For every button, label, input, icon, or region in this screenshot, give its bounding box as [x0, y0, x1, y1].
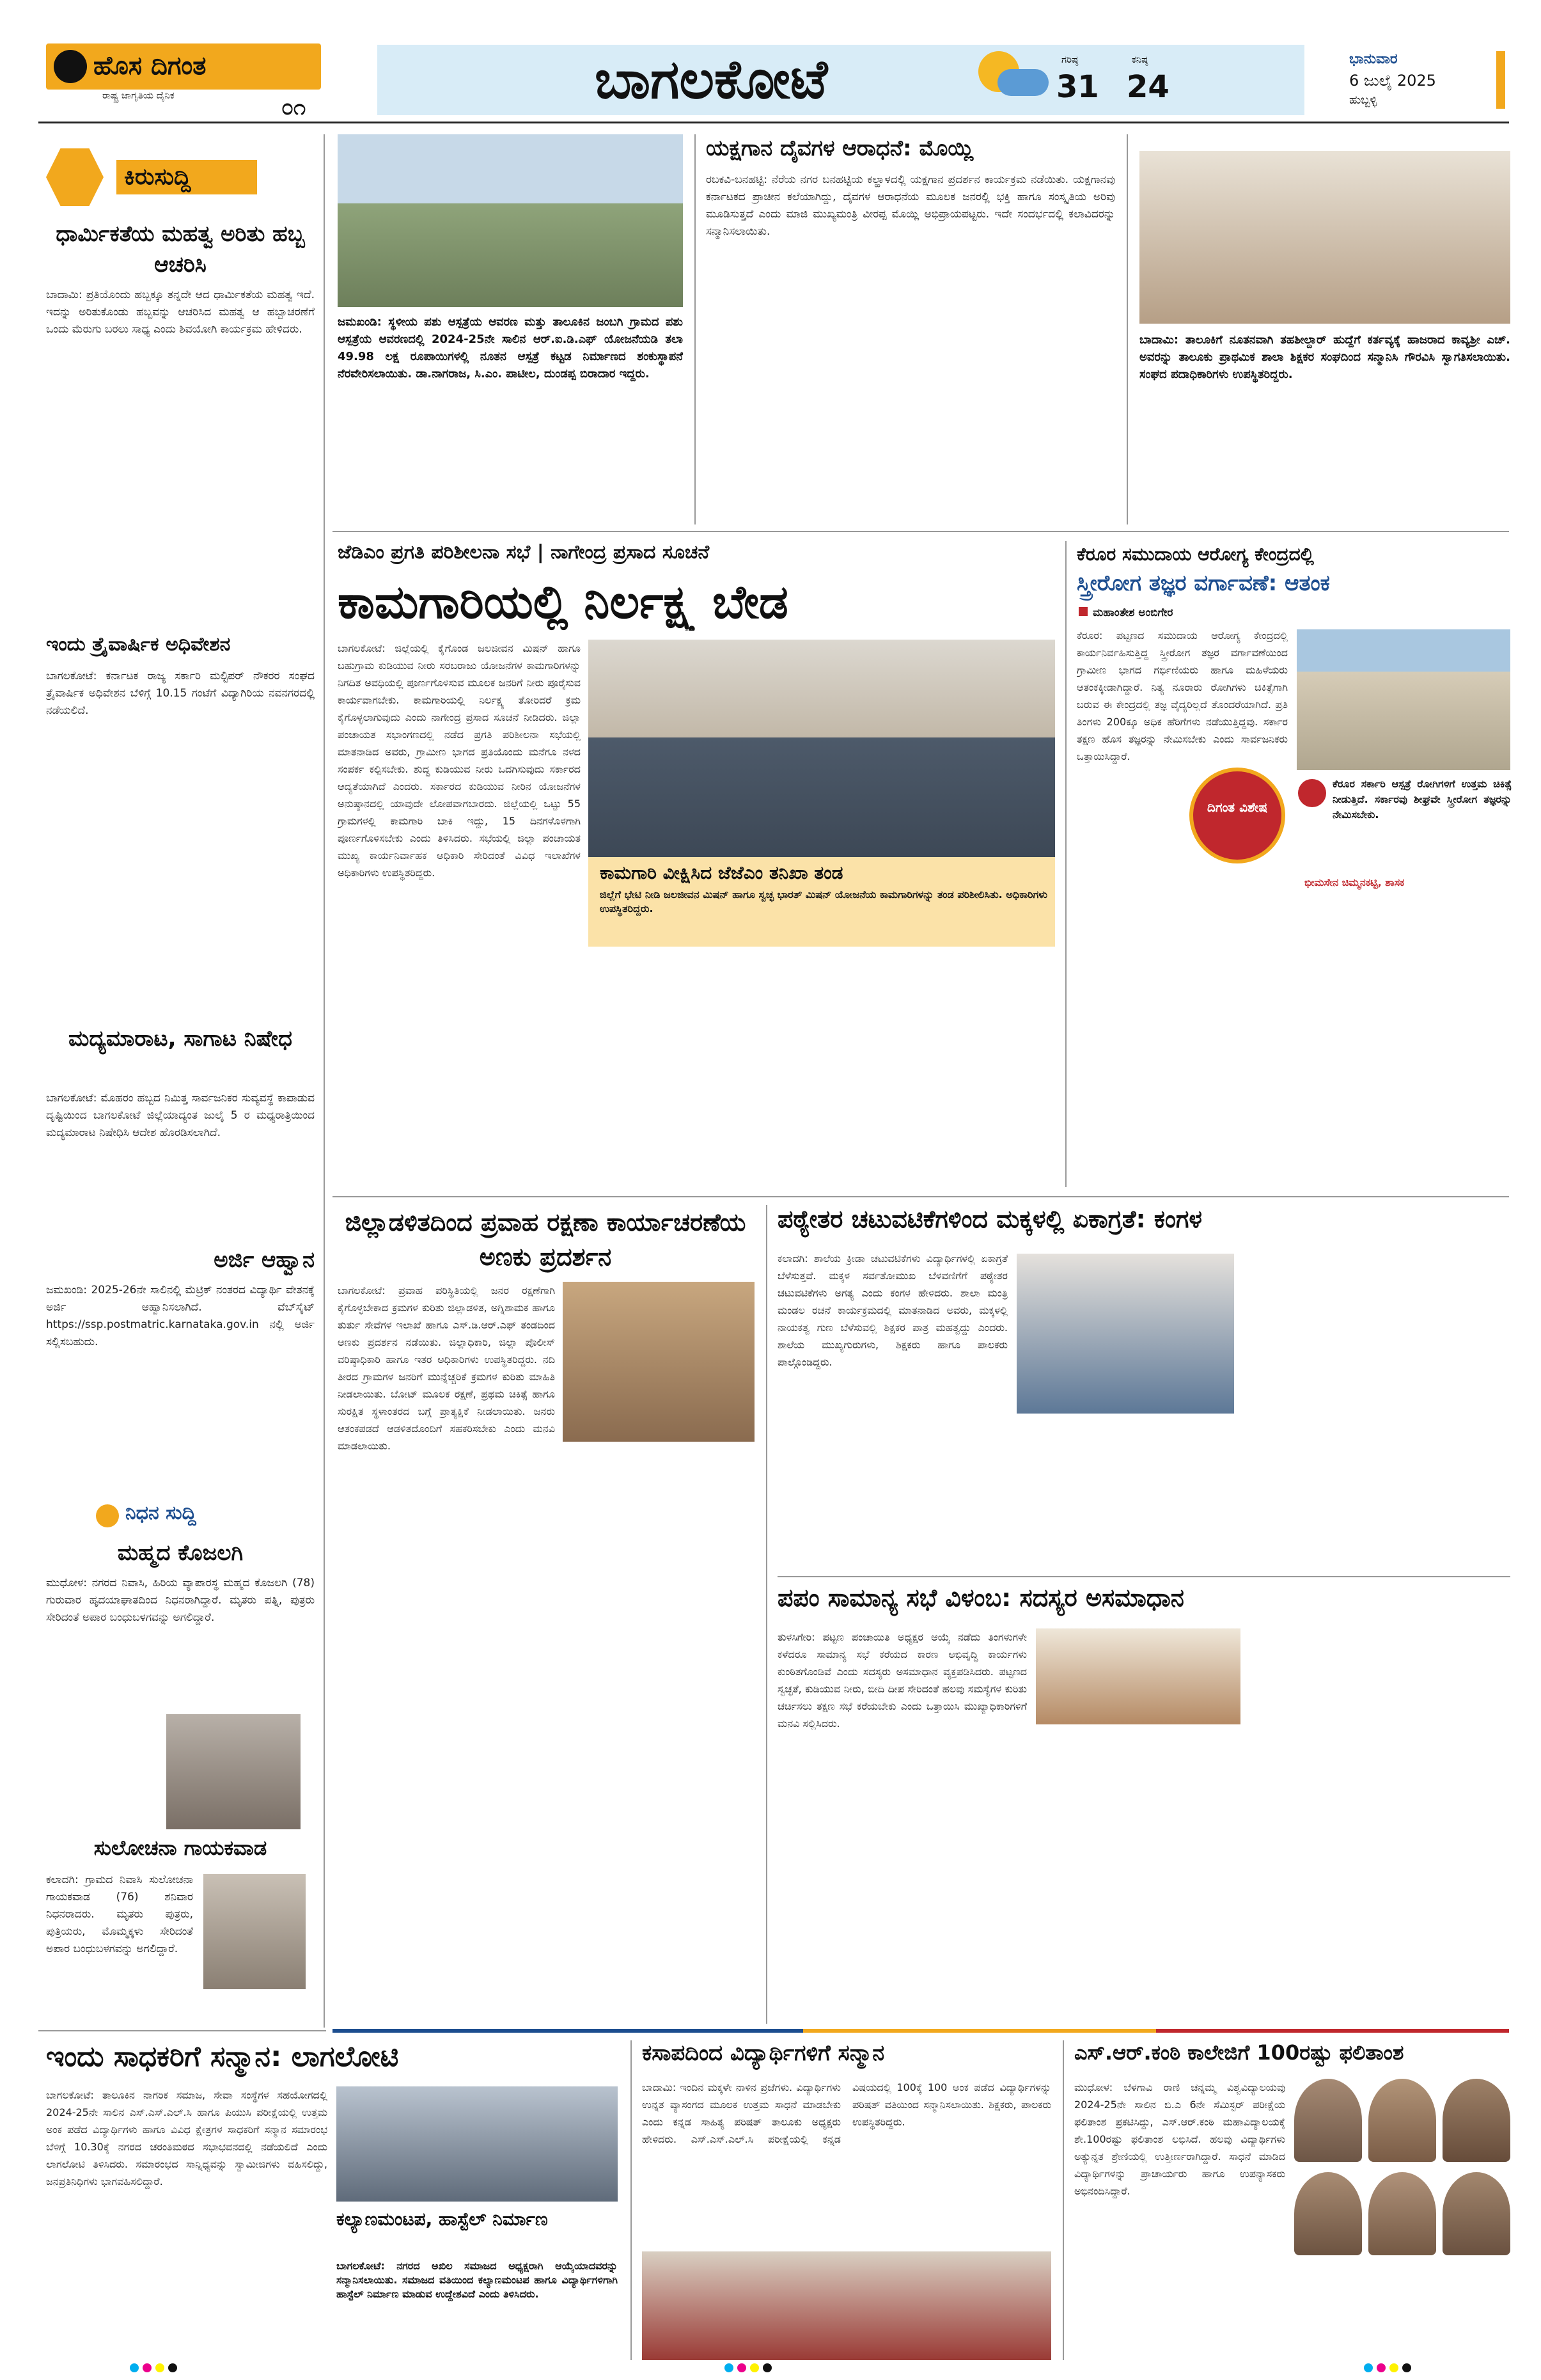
right1-kicker: ಕೆರೂರ ಸಮುದಾಯ ಆರೋಗ್ಯ ಕೇಂದ್ರದಲ್ಲಿ	[1077, 544, 1314, 565]
mid-row-rule	[332, 1196, 1509, 1197]
brief-1-title: ಧಾರ್ಮಿಕತೆಯ ಮಹತ್ವ ಅರಿತು ಹಬ್ಬ ಆಚರಿಸಿ	[56, 221, 305, 278]
bottom-rule-2	[1063, 2040, 1064, 2360]
mid-c-title: ಪಪಂ ಸಾಮಾನ್ಯ ಸಭೆ ವಿಳಂಬ: ಸದಸ್ಯರ ಅಸಮಾಧಾನ	[778, 1584, 1184, 1612]
yellow-dot-icon	[1389, 2363, 1398, 2372]
yellow-dot-icon	[750, 2363, 759, 2372]
cyan-dot-icon	[130, 2363, 139, 2372]
lead-title: ಕಾಮಗಾರಿಯಲ್ಲಿ ನಿರ್ಲಕ್ಷ್ಯ ಬೇಡ	[338, 575, 788, 629]
bottom-c-body-col2	[1294, 2264, 1510, 2360]
brief-2-title: ಇಂದು ತ್ರೈವಾರ್ಷಿಕ ಅಧಿವೇಶನ	[46, 633, 231, 656]
bottom-rule-1	[630, 2040, 632, 2360]
date-accent-bar	[1496, 51, 1505, 109]
mid-c-body-col2	[1036, 1731, 1240, 2019]
digantha-seal	[1189, 768, 1285, 863]
mid-b-photo	[1017, 1254, 1234, 1414]
black-dot-icon	[763, 2363, 772, 2372]
max-temp-label: ಗರಿಷ್ಠ	[1061, 54, 1079, 65]
seal-text: ದಿಗಂತ ವಿಶೇಷ	[1207, 800, 1268, 815]
city-name: ಬಾಗಲಕೋಟೆ	[595, 48, 828, 111]
color-bar-red	[1156, 2029, 1509, 2033]
cyan-dot-icon	[724, 2363, 733, 2372]
color-bar-orange	[803, 2029, 1156, 2033]
registration-marks-center	[723, 2363, 812, 2376]
black-dot-icon	[168, 2363, 177, 2372]
left-column-rule	[324, 134, 325, 2028]
top-col2-title: ಯಕ್ಷಗಾನ ದೈವಗಳ ಆರಾಧನೆ: ಮೊಯ್ಲಿ	[706, 136, 974, 161]
mid-b-rule	[778, 1576, 1510, 1577]
byline-marker-icon	[1079, 607, 1088, 616]
lead-photo-caption: ಜಿಲ್ಲೆಗೆ ಭೇಟಿ ನೀಡಿ ಜಲಜೀವನ ಮಿಷನ್ ಹಾಗೂ ಸ್ವಚ್ಛ ಭಾರತ್ ಮಿಷನ್ ಯೋಜನೆಯ ಕಾಮಗಾರಿಗಳನ್ನು ತಂಡ ಪರಿಶೀಲಿಸಿತು. ಅಧಿಕಾರಿಗಳು ಉಪಸ್ಥಿತರಿದ್ದರು.	[600, 888, 1047, 915]
top-col1-photo	[338, 134, 683, 307]
brand-tagline: ರಾಷ್ಟ್ರ ಜಾಗೃತಿಯ ದೈನಿಕ	[102, 90, 175, 101]
top-col1-caption: ಜಮಖಂಡಿ: ಸ್ಥಳೀಯ ಪಶು ಆಸ್ಪತ್ರೆಯ ಆವರಣ ಮತ್ತು ತಾಲೂಕಿನ ಜಂಬಗಿ ಗ್ರಾಮದ ಪಶು ಆಸ್ಪತ್ರೆಯ ಆವರಣದಲ್ಲಿ 2024-25ನೇ ಸಾಲಿನ ಆರ್.ಐ.ಡಿ.ಎಫ್ ಯೋಜನೆಯಡಿ ತಲಾ 49.98 ಲಕ್ಷ ರೂಪಾಯಿಗಳಲ್ಲಿ ನೂತನ ಆಸ್ಪತ್ರೆ ಕಟ್ಟಡ ನಿರ್ಮಾಣದ ಶಂಕುಸ್ಥಾಪನೆ ನೆರವೇರಿಸಲಾಯಿತು. ಡಾ.ನಾಗರಾಜ, ಸಿ.ಎಂ. ಪಾಟೀಲ, ದುಂಡಪ್ಪ ಬಿರಾದಾರ ಇದ್ದರು.	[338, 315, 683, 381]
mid-b-body: ಕಲಾದಗಿ: ಶಾಲೆಯ ಕ್ರೀಡಾ ಚಟುವಟಿಕೆಗಳು ವಿದ್ಯಾರ್ಥಿಗಳಲ್ಲಿ ಏಕಾಗ್ರತೆ ಬೆಳೆಸುತ್ತವೆ. ಮಕ್ಕಳ ಸರ್ವತೋಮುಖ ಬೆಳವಣಿಗೆಗೆ ಪಠ್ಯೇತರ ಚಟುವಟಿಕೆಗಳು ಅಗತ್ಯ ಎಂದು ಕಂಗಳ ಹೇಳಿದರು. ಶಾಲಾ ಮಂತ್ರಿ ಮಂಡಲ ರಚನೆ ಕಾರ್ಯಕ್ರಮದಲ್ಲಿ ಮಾತನಾಡಿದ ಅವರು, ಮಕ್ಕಳಲ್ಲಿ ನಾಯಕತ್ವ ಗುಣ ಬೆಳೆಸುವಲ್ಲಿ ಶಿಕ್ಷಕರ ಪಾತ್ರ ಮಹತ್ವದ್ದು ಎಂದರು. ಶಾಲೆಯ ಮುಖ್ಯಗುರುಗಳು, ಶಿಕ್ಷಕರು ಹಾಗೂ ಪಾಲಕರು ಪಾಲ್ಗೊಂಡಿದ್ದರು.	[778, 1252, 1008, 1368]
obit-2-photo	[203, 1874, 306, 1989]
brief-2-body: ಬಾಗಲಕೋಟೆ: ಕರ್ನಾಟಕ ರಾಜ್ಯ ಸರ್ಕಾರಿ ಮಲ್ಟಿಪರ್ ನೌಕರರ ಸಂಘದ ತ್ರೈವಾರ್ಷಿಕ ಅಧಿವೇಶನ ಬೆಳಿಗ್ಗೆ 10.15 ಗಂಟೆಗೆ ವಿದ್ಯಾಗಿರಿಯ ನವನಗರದಲ್ಲಿ ನಡೆಯಲಿದೆ.	[46, 670, 315, 717]
black-dot-icon	[1402, 2363, 1411, 2372]
obit-2-body: ಕಲಾದಗಿ: ಗ್ರಾಮದ ನಿವಾಸಿ ಸುಲೋಚನಾ ಗಾಯಕವಾಡ (76) ಶನಿವಾರ ನಿಧನರಾದರು. ಮೃತರು ಪುತ್ರರು, ಪುತ್ರಿಯರು, ಮೊಮ್ಮಕ್ಕಳು ಸೇರಿದಂತೆ ಅಪಾರ ಬಂಧುಬಳಗವನ್ನು ಅಗಲಿದ್ದಾರೆ.	[46, 1873, 193, 1955]
mid-c-body: ತುಳಸಿಗೇರಿ: ಪಟ್ಟಣ ಪಂಚಾಯಿತಿ ಅಧ್ಯಕ್ಷರ ಆಯ್ಕೆ ನಡೆದು ತಿಂಗಳುಗಳೇ ಕಳೆದರೂ ಸಾಮಾನ್ಯ ಸಭೆ ಕರೆಯದ ಕಾರಣ ಅಭಿವೃದ್ಧಿ ಕಾರ್ಯಗಳು ಕುಂಠಿತಗೊಂಡಿವೆ ಎಂದು ಸದಸ್ಯರು ಅಸಮಾಧಾನ ವ್ಯಕ್ತಪಡಿಸಿದರು. ಪಟ್ಟಣದ ಸ್ವಚ್ಛತೆ, ಕುಡಿಯುವ ನೀರು, ಬೀದಿ ದೀಪ ಸೇರಿದಂತೆ ಹಲವು ಸಮಸ್ಯೆಗಳ ಕುರಿತು ಚರ್ಚಿಸಲು ತಕ್ಷಣ ಸಭೆ ಕರೆಯಬೇಕು ಎಂದು ಒತ್ತಾಯಿಸಿ ಮುಖ್ಯಾಧಿಕಾರಿಗಳಿಗೆ ಮನವಿ ಸಲ್ಲಿಸಿದರು.	[778, 1631, 1027, 1730]
bottom-c-title: ಎಸ್.ಆರ್.ಕಂಠಿ ಕಾಲೇಜಿಗೆ 100ರಷ್ಟು ಫಲಿತಾಂಶ	[1074, 2040, 1404, 2065]
masthead	[0, 0, 1541, 122]
top-rule-1	[694, 134, 696, 524]
kirusuddi-label: ಕಿರುಸುದ್ದಿ	[116, 160, 257, 194]
obit-1-photo	[166, 1714, 301, 1829]
weather-cloud-icon	[997, 69, 1049, 96]
lamp-icon	[96, 1504, 119, 1527]
student-portrait	[1294, 2079, 1362, 2162]
bottom-b-photo	[642, 2251, 1051, 2360]
brief-3-title: ಮದ್ಯಮಾರಾಟ, ಸಾಗಾಟ ನಿಷೇಧ	[68, 1026, 292, 1052]
nidhana-label: ನಿಧನ ಸುದ್ದಿ	[125, 1502, 196, 1524]
magenta-dot-icon	[143, 2363, 152, 2372]
hand-icon	[46, 148, 104, 206]
student-portrait	[1368, 2079, 1436, 2162]
registration-marks-left	[128, 2363, 217, 2376]
mid-c-photo	[1036, 1628, 1240, 1724]
lead-body: ಬಾಗಲಕೋಟೆ: ಜಿಲ್ಲೆಯಲ್ಲಿ ಕೈಗೊಂಡ ಜಲಜೀವನ ಮಿಷನ್ ಹಾಗೂ ಬಹುಗ್ರಾಮ ಕುಡಿಯುವ ನೀರು ಸರಬರಾಜು ಯೋಜನೆಗಳ ಕಾಮಗಾರಿಗಳನ್ನು ನಿಗದಿತ ಅವಧಿಯಲ್ಲಿ ಪೂರ್ಣಗೊಳಿಸುವ ಮೂಲಕ ಜನರಿಗೆ ನೀರು ಪೂರೈಸುವ ಕಾರ್ಯವಾಗಬೇಕು. ಕಾಮಗಾರಿಯಲ್ಲಿ ನಿರ್ಲಕ್ಷ್ಯ ತೋರಿದರೆ ಕ್ರಮ ಕೈಗೊಳ್ಳಲಾಗುವುದು ಎಂದು ನಾಗೇಂದ್ರ ಪ್ರಸಾದ ಸೂಚನೆ ನೀಡಿದರು. ಜಿಲ್ಲಾ ಪಂಚಾಯತ ಸಭಾಂಗಣದಲ್ಲಿ ನಡೆದ ಪ್ರಗತಿ ಪರಿಶೀಲನಾ ಸಭೆಯಲ್ಲಿ ಮಾತನಾಡಿದ ಅವರು, ಗ್ರಾಮೀಣ ಭಾಗದ ಪ್ರತಿಯೊಂದು ಮನೆಗೂ ನಳದ ಸಂಪರ್ಕ ಕಲ್ಪಿಸಬೇಕು. ಶುದ್ಧ ಕುಡಿಯುವ ನೀರು ಒದಗಿಸುವುದು ಸರ್ಕಾರದ ಆದ್ಯತೆಯಾಗಿದೆ ಎಂದರು. ಸರ್ಕಾರದ ಕುಡಿಯುವ ನೀರಿನ ಯೋಜನೆಗಳ ಅನುಷ್ಠಾನದಲ್ಲಿ ಯಾವುದೇ ಲೋಪವಾಗಬಾರದು. ಜಿಲ್ಲೆಯಲ್ಲಿ ಒಟ್ಟು 55 ಗ್ರಾಮಗಳಲ್ಲಿ ಕಾಮಗಾರಿ ಬಾಕಿ ಇದ್ದು, 15 ದಿನಗಳೊಳಗಾಗಿ ಪೂರ್ಣಗೊಳಿಸಬೇಕು ಎಂದು ತಿಳಿಸಿದರು. ಸಭೆಯಲ್ಲಿ ಜಿಲ್ಲಾ ಪಂಚಾಯತ ಮುಖ್ಯ ಕಾರ್ಯನಿರ್ವಾಹಕ ಅಧಿಕಾರಿ ಸೇರಿದಂತೆ ವಿವಿಧ ಇಲಾಖೆಗಳ ಅಧಿಕಾರಿಗಳು ಉಪಸ್ಥಿತರಿದ್ದರು.	[338, 642, 581, 879]
obit-1-body: ಮುಧೋಳ: ನಗರದ ನಿವಾಸಿ, ಹಿರಿಯ ವ್ಯಾಪಾರಸ್ಥ ಮಹ್ಮದ ಕೊಜಲಗಿ (78) ಗುರುವಾರ ಹೃದಯಾಘಾತದಿಂದ ನಿಧನರಾಗಿದ್ದಾರೆ. ಮೃತರು ಪತ್ನಿ, ಪುತ್ರರು ಸೇರಿದಂತೆ ಅಪಾರ ಬಂಧುಬಳಗವನ್ನು ಅಗಲಿದ್ದಾರೆ.	[46, 1577, 315, 1624]
issue-date: 6 ಜುಲೈ 2025	[1349, 72, 1436, 90]
nidhana-badge	[96, 1502, 288, 1531]
section-color-bar	[332, 2029, 1509, 2033]
kirusuddi-badge	[46, 148, 257, 206]
bottom-b-body: ಬಾದಾಮಿ: ಇಂದಿನ ಮಕ್ಕಳೇ ನಾಳಿನ ಪ್ರಜೆಗಳು. ವಿದ್ಯಾರ್ಥಿಗಳು ಉನ್ನತ ವ್ಯಾಸಂಗದ ಮೂಲಕ ಉತ್ತಮ ಸಾಧನೆ ಮಾಡಬೇಕು ಎಂದು ಕನ್ನಡ ಸಾಹಿತ್ಯ ಪರಿಷತ್ ತಾಲೂಕು ಅಧ್ಯಕ್ಷರು ಹೇಳಿದರು. ಎಸ್.ಎಸ್.ಎಲ್.ಸಿ ಪರೀಕ್ಷೆಯಲ್ಲಿ ಕನ್ನಡ ವಿಷಯದಲ್ಲಿ 100ಕ್ಕೆ 100 ಅಂಕ ಪಡೆದ ವಿದ್ಯಾರ್ಥಿಗಳನ್ನು ಪರಿಷತ್ ವತಿಯಿಂದ ಸನ್ಮಾನಿಸಲಾಯಿತು. ಶಿಕ್ಷಕರು, ಪಾಲಕರು ಉಪಸ್ಥಿತರಿದ್ದರು.	[642, 2081, 1051, 2145]
quote-mark-icon	[1298, 779, 1326, 807]
mid-a-body-col2	[563, 1452, 755, 2015]
brief-4-title: ಅರ್ಜಿ ಆಹ್ವಾನ	[214, 1247, 315, 1273]
mid-b-title: ಪಠ್ಯೇತರ ಚಟುವಟಿಕೆಗಳಿಂದ ಮಕ್ಕಳಲ್ಲಿ ಏಕಾಗ್ರತೆ: ಕಂಗಳ	[778, 1205, 1203, 1233]
yellow-dot-icon	[155, 2363, 164, 2372]
brand-banner	[46, 43, 321, 90]
magenta-dot-icon	[1377, 2363, 1386, 2372]
student-portrait	[1443, 2079, 1510, 2162]
registration-marks-right	[1362, 2363, 1451, 2376]
mid-a-body: ಬಾಗಲಕೋಟೆ: ಪ್ರವಾಹ ಪರಿಸ್ಥಿತಿಯಲ್ಲಿ ಜನರ ರಕ್ಷಣೆಗಾಗಿ ಕೈಗೊಳ್ಳಬೇಕಾದ ಕ್ರಮಗಳ ಕುರಿತು ಜಿಲ್ಲಾಡಳಿತ, ಅಗ್ನಿಶಾಮಕ ಹಾಗೂ ತುರ್ತು ಸೇವೆಗಳ ಇಲಾಖೆ ಹಾಗೂ ಎಸ್.ಡಿ.ಆರ್.ಎಫ್ ತಂಡದಿಂದ ಅಣಕು ಪ್ರದರ್ಶನ ನಡೆಯಿತು. ಜಿಲ್ಲಾಧಿಕಾರಿ, ಜಿಲ್ಲಾ ಪೊಲೀಸ್ ವರಿಷ್ಠಾಧಿಕಾರಿ ಹಾಗೂ ಇತರ ಅಧಿಕಾರಿಗಳು ಉಪಸ್ಥಿತರಿದ್ದರು. ನದಿ ತೀರದ ಗ್ರಾಮಗಳ ಜನರಿಗೆ ಮುನ್ನೆಚ್ಚರಿಕೆ ಕ್ರಮಗಳ ಕುರಿತು ಮಾಹಿತಿ ನೀಡಲಾಯಿತು. ಬೋಟ್ ಮೂಲಕ ರಕ್ಷಣೆ, ಪ್ರಥಮ ಚಿಕಿತ್ಸೆ ಹಾಗೂ ಸುರಕ್ಷಿತ ಸ್ಥಳಾಂತರದ ಬಗ್ಗೆ ಪ್ರಾತ್ಯಕ್ಷಿಕೆ ನೀಡಲಾಯಿತು. ಜನರು ಆತಂಕಪಡದೆ ಆಡಳಿತದೊಂದಿಗೆ ಸಹಕರಿಸಬೇಕು ಎಂದು ಮನವಿ ಮಾಡಲಾಯಿತು.	[338, 1284, 555, 1452]
lead-body-col2	[588, 953, 1055, 1183]
obit-1-body-cont	[46, 1714, 161, 1829]
lead-photo-box	[588, 857, 1055, 947]
bottom-a-title: ಇಂದು ಸಾಧಕರಿಗೆ ಸನ್ಮಾನ: ಲಾಗಲೋಟಿ	[46, 2040, 399, 2073]
lead-right-rule	[1065, 541, 1067, 1187]
right1-quote: ಕೆರೂರ ಸರ್ಕಾರಿ ಆಸ್ಪತ್ರೆ ರೋಗಿಗಳಿಗೆ ಉತ್ತಮ ಚಿಕಿತ್ಸೆ ನೀಡುತ್ತಿದೆ. ಸರ್ಕಾರವು ಶೀಘ್ರವೇ ಸ್ತ್ರೀರೋಗ ತಜ್ಞರನ್ನು ನೇಮಿಸಬೇಕು.	[1333, 778, 1512, 821]
masthead-rule	[38, 122, 1509, 123]
bottom-a-photo	[336, 2086, 618, 2202]
brief-4-body: ಜಮಖಂಡಿ: 2025-26ನೇ ಸಾಲಿನಲ್ಲಿ ಮೆಟ್ರಿಕ್ ನಂತರದ ವಿದ್ಯಾರ್ಥಿ ವೇತನಕ್ಕೆ ಅರ್ಜಿ ಆಹ್ವಾನಿಸಲಾಗಿದೆ. ವೆಬ್‌ಸೈಟ್ https://ssp.postmatric.karnataka.gov.in ನಲ್ಲಿ ಅರ್ಜಿ ಸಲ್ಲಿಸಬಹುದು.	[46, 1284, 315, 1348]
lead-photo-title: ಕಾಮಗಾರಿ ವೀಕ್ಷಿಸಿದ ಜೆಜೆಎಂ ತನಿಖಾ ತಂಡ	[600, 862, 843, 883]
bottom-a-photo-caption: ಬಾಗಲಕೋಟೆ: ನಗರದ ಅಖಿಲ ಸಮಾಜದ ಅಧ್ಯಕ್ಷರಾಗಿ ಆಯ್ಕೆಯಾದವರನ್ನು ಸನ್ಮಾನಿಸಲಾಯಿತು. ಸಮಾಜದ ವತಿಯಿಂದ ಕಲ್ಯಾಣಮಂಟಪ ಹಾಗೂ ವಿದ್ಯಾರ್ಥಿಗಳಿಗಾಗಿ ಹಾಸ್ಟೆಲ್ ನಿರ್ಮಾಣ ಮಾಡುವ ಉದ್ದೇಶವಿದೆ ಎಂದು ತಿಳಿಸಿದರು.	[336, 2260, 618, 2300]
page-number: ೦೧	[281, 95, 306, 120]
lead-kicker: ಜೆಡಿಎಂ ಪ್ರಗತಿ ಪರಿಶೀಲನಾ ಸಭೆ | ನಾಗೇಂದ್ರ ಪ್ರಸಾದ ಸೂಚನೆ	[338, 541, 710, 563]
right1-body: ಕೆರೂರ: ಪಟ್ಟಣದ ಸಮುದಾಯ ಆರೋಗ್ಯ ಕೇಂದ್ರದಲ್ಲಿ ಕಾರ್ಯನಿರ್ವಹಿಸುತ್ತಿದ್ದ ಸ್ತ್ರೀರೋಗ ತಜ್ಞರ ವರ್ಗಾವಣೆಯಿಂದ ಗ್ರಾಮೀಣ ಭಾಗದ ಗರ್ಭಿಣಿಯರು ಹಾಗೂ ಮಹಿಳೆಯರು ಆತಂಕಕ್ಕೀಡಾಗಿದ್ದಾರೆ. ನಿತ್ಯ ನೂರಾರು ರೋಗಿಗಳು ಚಿಕಿತ್ಸೆಗಾಗಿ ಬರುವ ಈ ಕೇಂದ್ರದಲ್ಲಿ ತಜ್ಞ ವೈದ್ಯರಿಲ್ಲದೆ ತೊಂದರೆಯಾಗಿದೆ. ಪ್ರತಿ ತಿಂಗಳು 200ಕ್ಕೂ ಅಧಿಕ ಹೆರಿಗೆಗಳು ನಡೆಯುತ್ತಿದ್ದವು. ಸರ್ಕಾರ ತಕ್ಷಣ ಹೊಸ ತಜ್ಞರನ್ನು ನೇಮಿಸಬೇಕು ಎಂದು ಸಾರ್ವಜನಿಕರು ಒತ್ತಾಯಿಸಿದ್ದಾರೆ.	[1077, 629, 1288, 762]
bottom-left-rule	[38, 2030, 326, 2031]
cyan-dot-icon	[1364, 2363, 1373, 2372]
top-rule-2	[1127, 134, 1128, 524]
max-temp: 31	[1056, 69, 1099, 105]
mid-c-body-col3	[1249, 1628, 1510, 2019]
brief-1-body: ಬಾದಾಮಿ: ಪ್ರತಿಯೊಂದು ಹಬ್ಬಕ್ಕೂ ತನ್ನದೇ ಆದ ಧಾರ್ಮಿಕತೆಯ ಮಹತ್ವ ಇದೆ. ಇದನ್ನು ಅರಿತುಕೊಂಡು ಹಬ್ಬವನ್ನು ಆಚರಿಸಿದ ಮಹತ್ವ ಆ ಹಬ್ಬಾಚರಣೆಗೆ ಒಂದು ಮೆರುಗು ಬರಲು ಸಾಧ್ಯ ಎಂದು ಶಿವಯೋಗಿ ಕಾರ್ಯಕ್ರಮ ಹೇಳಿದರು.	[46, 288, 315, 336]
right1-quote-by: ಭೀಮಸೇನ ಚಿಮ್ಮನಕಟ್ಟಿ, ಶಾಸಕ	[1304, 876, 1405, 888]
bottom-c-body: ಮುಧೋಳ: ಬೆಳಗಾವಿ ರಾಣಿ ಚನ್ನಮ್ಮ ವಿಶ್ವವಿದ್ಯಾಲಯವು 2024-25ನೇ ಸಾಲಿನ ಬಿ.ಎ 6ನೇ ಸೆಮಿಸ್ಟರ್ ಪರೀಕ್ಷೆಯ ಫಲಿತಾಂಶ ಪ್ರಕಟಿಸಿದ್ದು, ಎಸ್.ಆರ್.ಕಂಠಿ ಮಹಾವಿದ್ಯಾಲಯಕ್ಕೆ ಶೇ.100ರಷ್ಟು ಫಲಿತಾಂಶ ಲಭಿಸಿದೆ. ಹಲವು ವಿದ್ಯಾರ್ಥಿಗಳು ಅತ್ಯುನ್ನತ ಶ್ರೇಣಿಯಲ್ಲಿ ಉತ್ತೀರ್ಣರಾಗಿದ್ದಾರೆ. ಸಾಧನೆ ಮಾಡಿದ ವಿದ್ಯಾರ್ಥಿಗಳನ್ನು ಪ್ರಾಚಾರ್ಯರು ಹಾಗೂ ಉಪನ್ಯಾಸಕರು ಅಭಿನಂದಿಸಿದ್ದಾರೆ.	[1074, 2081, 1285, 2197]
brand-logo-icon	[54, 50, 87, 83]
min-temp-label: ಕನಿಷ್ಠ	[1132, 54, 1148, 65]
brand-name: ಹೊಸ ದಿಗಂತ	[93, 51, 207, 81]
student-portrait	[1368, 2172, 1436, 2255]
mid-rule-1	[766, 1205, 767, 2024]
bottom-c-portraits	[1294, 2079, 1510, 2360]
bottom-a-photo-title: ಕಲ್ಯಾಣಮಂಟಪ, ಹಾಸ್ಟೆಲ್ ನಿರ್ಮಾಣ	[336, 2209, 548, 2230]
mid-b-body-col2	[1017, 1422, 1234, 1570]
obit-1-name: ಮಹ್ಮದ ಕೊಜಲಗಿ	[117, 1540, 244, 1566]
color-bar-blue	[332, 2029, 803, 2033]
mid-a-photo	[563, 1282, 755, 1442]
top-col2-body: ರಬಕವಿ-ಬನಹಟ್ಟಿ: ನೆರೆಯ ನಗರ ಬನಹಟ್ಟಿಯ ಕಲ್ಹಾಳದಲ್ಲಿ ಯಕ್ಷಗಾನ ಪ್ರದರ್ಶನ ಕಾರ್ಯಕ್ರಮ ನಡೆಯಿತು. ಯಕ್ಷಗಾನವು ಕರ್ನಾಟಕದ ಪ್ರಾಚೀನ ಕಲೆಯಾಗಿದ್ದು, ದೈವಗಳ ಆರಾಧನೆಯ ಮೂಲಕ ಜನರಲ್ಲಿ ಭಕ್ತಿ ಹಾಗೂ ಸಂಸ್ಕೃತಿಯ ಅರಿವು ಮೂಡಿಸುತ್ತದೆ ಎಂದು ಮಾಜಿ ಮುಖ್ಯಮಂತ್ರಿ ವೀರಪ್ಪ ಮೊಯ್ಲಿ ಅಭಿಪ್ರಾಯಪಟ್ಟರು. ಇದೇ ಸಂದರ್ಭದಲ್ಲಿ ಕಲಾವಿದರನ್ನು ಸನ್ಮಾನಿಸಲಾಯಿತು.	[706, 173, 1115, 238]
lead-photo	[588, 640, 1055, 857]
bottom-a-body: ಬಾಗಲಕೋಟೆ: ತಾಲೂಕಿನ ನಾಗರಿಕ ಸಮಾಜ, ಸೇವಾ ಸಂಸ್ಥೆಗಳ ಸಹಯೋಗದಲ್ಲಿ 2024-25ನೇ ಸಾಲಿನ ಎಸ್.ಎಸ್.ಎಲ್.ಸಿ ಹಾಗೂ ಪಿಯುಸಿ ಪರೀಕ್ಷೆಯಲ್ಲಿ ಉತ್ತಮ ಅಂಕ ಪಡೆದ ವಿದ್ಯಾರ್ಥಿಗಳು ಹಾಗೂ ವಿವಿಧ ಕ್ಷೇತ್ರಗಳ ಸಾಧಕರಿಗೆ ಸನ್ಮಾನ ಸಮಾರಂಭ ಬೆಳಿಗ್ಗೆ 10.30ಕ್ಕೆ ನಗರದ ಚರಂತಿಮಠದ ಸಭಾಭವನದಲ್ಲಿ ನಡೆಯಲಿದೆ ಎಂದು ಲಾಗಲೋಟಿ ತಿಳಿಸಿದರು. ಸಮಾರಂಭದ ಸಾನ್ನಿಧ್ಯವನ್ನು ಸ್ವಾಮೀಜಿಗಳು ವಹಿಸಲಿದ್ದು, ಜನಪ್ರತಿನಿಧಿಗಳು ಭಾಗವಹಿಸಲಿದ್ದಾರೆ.	[46, 2089, 327, 2187]
brief-3-body: ಬಾಗಲಕೋಟೆ: ಮೊಹರಂ ಹಬ್ಬದ ನಿಮಿತ್ತ ಸಾರ್ವಜನಿಕರ ಸುವ್ಯವಸ್ಥೆ ಕಾಪಾಡುವ ದೃಷ್ಟಿಯಿಂದ ಬಾಗಲಕೋಟೆ ಜಿಲ್ಲೆಯಾದ್ಯಂತ ಜುಲೈ 5 ರ ಮಧ್ಯರಾತ್ರಿಯಿಂದ ಮದ್ಯಮಾರಾಟ ನಿಷೇಧಿಸಿ ಆದೇಶ ಹೊರಡಿಸಲಾಗಿದೆ.	[46, 1092, 315, 1139]
top-row-rule	[332, 531, 1509, 532]
top-col3-photo	[1139, 151, 1510, 324]
min-temp: 24	[1127, 69, 1169, 105]
right1-byline	[1077, 606, 1269, 623]
student-portrait	[1443, 2172, 1510, 2255]
top-col3-caption: ಬಾದಾಮಿ: ತಾಲೂಕಿಗೆ ನೂತನವಾಗಿ ತಹಶೀಲ್ದಾರ್ ಹುದ್ದೆಗೆ ಕರ್ತವ್ಯಕ್ಕೆ ಹಾಜರಾದ ಕಾವ್ಯಶ್ರೀ ಎಚ್. ಅವರನ್ನು ತಾಲೂಕು ಪ್ರಾಥಮಿಕ ಶಾಲಾ ಶಿಕ್ಷಕರ ಸಂಘದಿಂದ ಸನ್ಮಾನಿಸಿ ಗೌರವಿಸಿ ಸ್ವಾಗತಿಸಲಾಯಿತು. ಸಂಘದ ಪದಾಧಿಕಾರಿಗಳು ಉಪಸ್ಥಿತರಿದ್ದರು.	[1139, 333, 1510, 381]
right1-byline-text: ಮಹಾಂತೇಶ ಅಂಬಿಗೇರ	[1093, 606, 1173, 619]
issue-day: ಭಾನುವಾರ	[1349, 51, 1398, 67]
obit-2-name: ಸುಲೋಚನಾ ಗಾಯಕವಾಡ	[93, 1836, 267, 1860]
right1-photo	[1297, 629, 1510, 770]
right1-body-col2	[1297, 895, 1510, 1183]
issue-place: ಹುಬ್ಬಳ್ಳಿ	[1349, 93, 1377, 107]
magenta-dot-icon	[737, 2363, 746, 2372]
right1-title: ಸ್ತ್ರೀರೋಗ ತಜ್ಞರ ವರ್ಗಾವಣೆ: ಆತಂಕ	[1077, 571, 1330, 596]
mid-b-body-col3	[1244, 1250, 1510, 1570]
student-portrait	[1294, 2172, 1362, 2255]
bottom-b-title: ಕಸಾಪದಿಂದ ವಿದ್ಯಾರ್ಥಿಗಳಿಗೆ ಸನ್ಮಾನ	[642, 2040, 885, 2066]
mid-a-title: ಜಿಲ್ಲಾಡಳಿತದಿಂದ ಪ್ರವಾಹ ರಕ್ಷಣಾ ಕಾರ್ಯಾಚರಣೆಯ ಅಣಕು ಪ್ರದರ್ಶನ	[345, 1208, 746, 1271]
